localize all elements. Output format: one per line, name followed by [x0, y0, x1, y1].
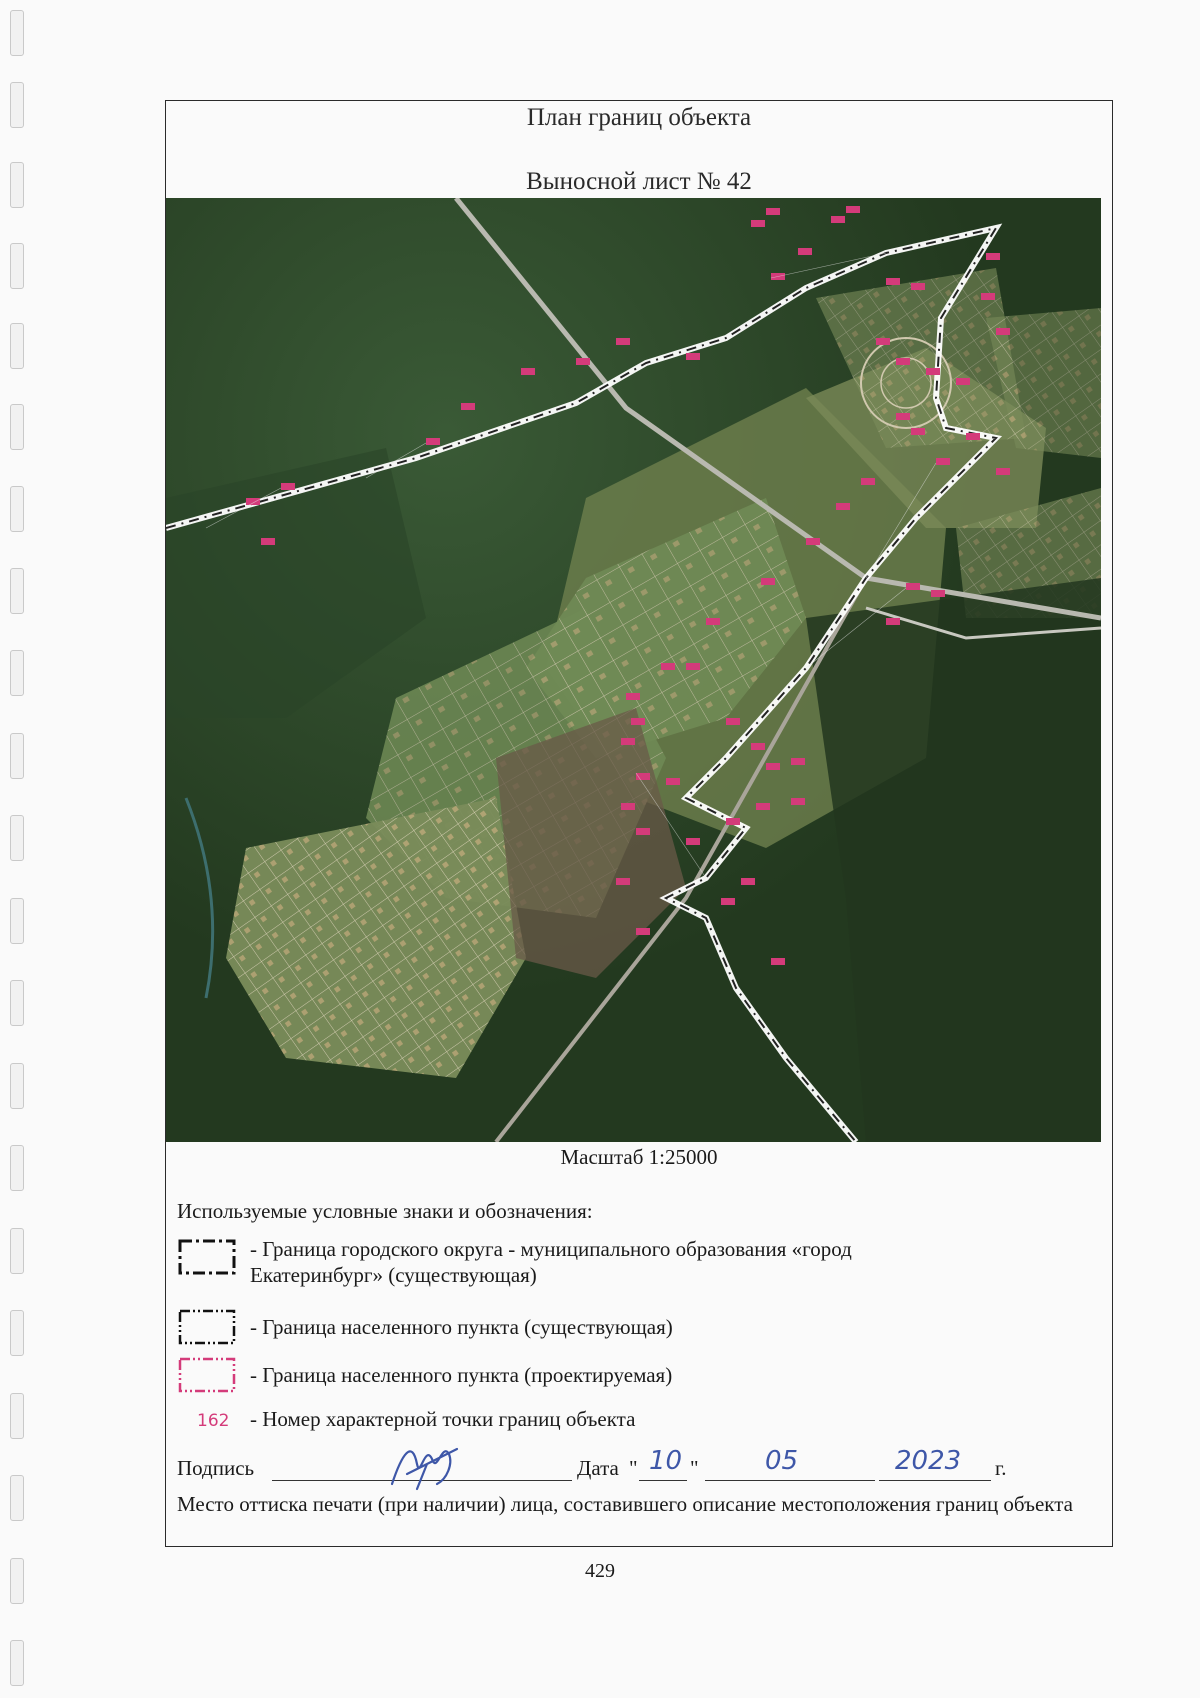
point-label	[926, 368, 940, 375]
signature-row	[177, 1446, 1077, 1492]
point-label	[761, 578, 775, 585]
date-label: Дата	[577, 1456, 619, 1480]
binding-hole	[10, 82, 24, 128]
point-label	[426, 438, 440, 445]
point-label	[576, 358, 590, 365]
point-label	[798, 248, 812, 255]
point-label	[686, 663, 700, 670]
handwritten-signature	[387, 1434, 462, 1494]
point-label	[936, 458, 950, 465]
point-label	[246, 498, 260, 505]
point-label	[766, 763, 780, 770]
point-label	[981, 293, 995, 300]
point-label	[791, 758, 805, 765]
point-label	[726, 718, 740, 725]
point-label	[626, 693, 640, 700]
date-month: 05	[765, 1446, 799, 1476]
point-label	[836, 503, 850, 510]
point-label	[766, 208, 780, 215]
point-label	[886, 278, 900, 285]
binding-holes	[8, 0, 32, 1698]
legend-item-city-boundary	[177, 1236, 1077, 1292]
point-label	[636, 828, 650, 835]
stamp-note: Место оттиска печати (при наличии) лица, составившего описание местоположения границ объекта	[177, 1492, 1073, 1516]
point-label	[831, 216, 845, 223]
date-day: 10	[649, 1446, 683, 1476]
point-number-sample: 162	[197, 1411, 230, 1431]
binding-hole	[10, 1310, 24, 1356]
binding-hole	[10, 1145, 24, 1191]
quote-close: "	[690, 1456, 699, 1480]
binding-hole	[10, 898, 24, 944]
page-title: План границ объекта	[526, 104, 752, 131]
point-label	[751, 743, 765, 750]
binding-hole	[10, 1393, 24, 1439]
binding-hole	[10, 815, 24, 861]
sheet-subtitle: Выносной лист № 42	[526, 168, 752, 195]
point-label	[281, 483, 295, 490]
dash-dot-boundary-icon	[177, 1236, 237, 1278]
point-label	[896, 358, 910, 365]
point-label	[996, 468, 1010, 475]
page-number: 429	[585, 1560, 615, 1582]
dotted-boundary-icon	[177, 1306, 237, 1348]
binding-hole	[10, 650, 24, 696]
point-label	[886, 618, 900, 625]
point-label	[906, 583, 920, 590]
point-label	[616, 338, 630, 345]
point-label	[686, 838, 700, 845]
binding-hole	[10, 1063, 24, 1109]
point-label	[771, 958, 785, 965]
satellite-map	[166, 198, 1101, 1142]
point-label	[636, 928, 650, 935]
point-label	[846, 206, 860, 213]
point-label	[666, 778, 680, 785]
point-label	[706, 618, 720, 625]
binding-hole	[10, 1640, 24, 1686]
quote-open: "	[629, 1456, 638, 1480]
legend-item-settlement-existing	[177, 1306, 1077, 1348]
point-label	[751, 220, 765, 227]
point-label	[631, 718, 645, 725]
point-label	[876, 338, 890, 345]
legend-item-point-number	[177, 1406, 1077, 1436]
point-label	[896, 413, 910, 420]
date-suffix: г.	[995, 1456, 1007, 1480]
legend-item-settlement-projected	[177, 1354, 1077, 1396]
point-label	[261, 538, 275, 545]
point-label	[996, 328, 1010, 335]
binding-hole	[10, 404, 24, 450]
binding-hole	[10, 733, 24, 779]
point-label	[686, 353, 700, 360]
point-label	[791, 798, 805, 805]
binding-hole	[10, 1228, 24, 1274]
point-label	[966, 433, 980, 440]
point-label	[911, 283, 925, 290]
point-label	[726, 818, 740, 825]
point-label	[721, 898, 735, 905]
binding-hole	[10, 486, 24, 532]
point-label	[986, 253, 1000, 260]
point-label	[616, 878, 630, 885]
map-scale: Масштаб 1:25000	[560, 1145, 718, 1169]
binding-hole	[10, 243, 24, 289]
signature-label: Подпись	[177, 1456, 255, 1480]
binding-hole	[10, 1475, 24, 1521]
point-label	[661, 663, 675, 670]
point-label	[621, 738, 635, 745]
binding-hole	[10, 162, 24, 208]
legend-text: - Граница городского округа - муниципального образования «город Екатеринбург» (существующая)	[250, 1237, 852, 1287]
legend-title: Используемые условные знаки и обозначения:	[177, 1199, 593, 1223]
point-label	[461, 403, 475, 410]
point-label	[806, 538, 820, 545]
legend-text: - Граница населенного пункта (проектируемая)	[250, 1363, 673, 1387]
binding-hole	[10, 10, 24, 56]
point-label	[621, 803, 635, 810]
date-year: 2023	[895, 1446, 962, 1476]
pink-dotted-boundary-icon	[177, 1354, 237, 1396]
legend-text: - Граница населенного пункта (существующая)	[250, 1315, 673, 1339]
binding-hole	[10, 980, 24, 1026]
point-label	[911, 428, 925, 435]
point-label	[861, 478, 875, 485]
point-label	[521, 368, 535, 375]
point-label	[931, 590, 945, 597]
binding-hole	[10, 323, 24, 369]
point-label	[956, 378, 970, 385]
point-label	[756, 803, 770, 810]
point-label	[741, 878, 755, 885]
legend-text: - Номер характерной точки границ объекта	[250, 1407, 636, 1431]
binding-hole	[10, 568, 24, 614]
